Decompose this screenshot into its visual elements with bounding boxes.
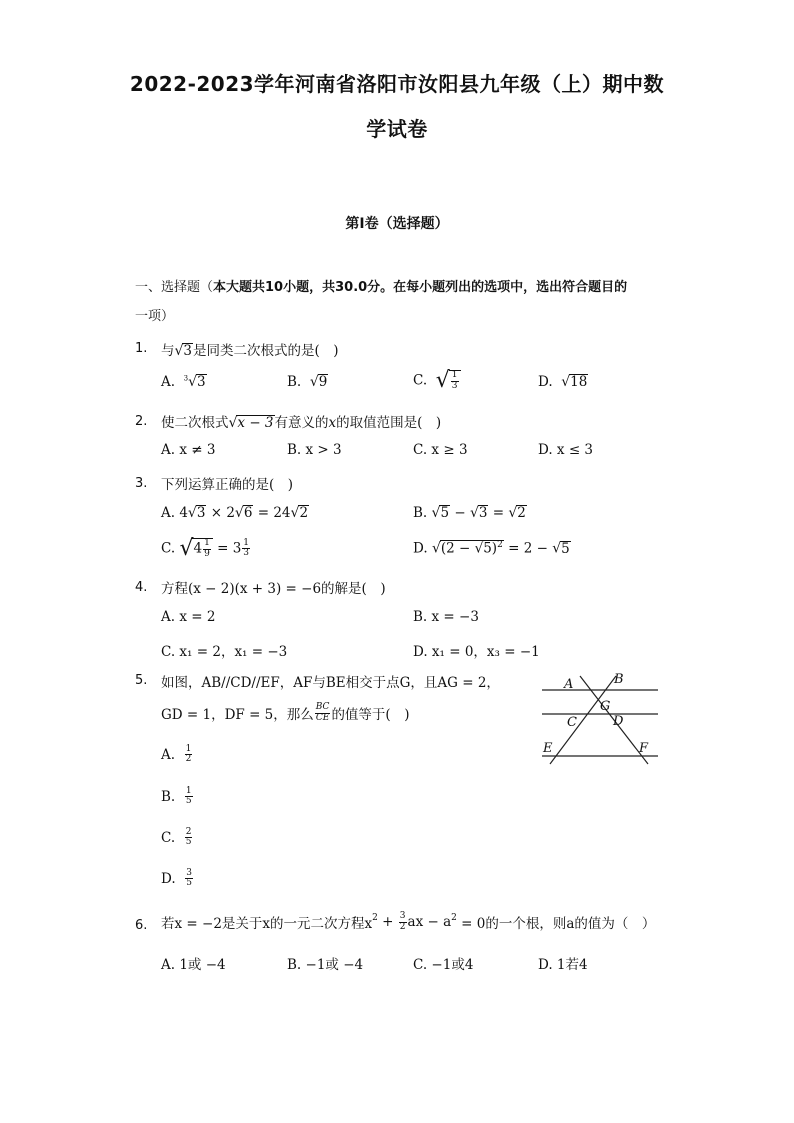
- q1-option-d: D. √18: [538, 374, 588, 390]
- q3-option-b: B. √5 − √3 = √2: [413, 505, 526, 521]
- q5-option-a: A. $\frac{1}{2}$: [161, 744, 192, 765]
- q1-option-b: B. √9: [287, 374, 328, 390]
- q2-number: 2.: [135, 414, 148, 429]
- q6-number: 6.: [135, 918, 148, 933]
- q5-stem-line1: 如图，AB//CD//EF，AF与BE相交于点G，且AG = 2，: [161, 675, 500, 691]
- q3-stem: 下列运算正确的是( ): [161, 477, 294, 493]
- q5-parallel-lines-figure: [536, 668, 666, 768]
- fig-label-b: B: [614, 672, 624, 687]
- q3-option-a: A. 4√3 × 2√6 = 24√2: [161, 505, 309, 521]
- q5-option-c: C. $\frac{2}{5}$: [161, 827, 192, 848]
- q2-option-a: A. x ≠ 3: [161, 442, 216, 458]
- q2-option-c: C. x ≥ 3: [413, 442, 468, 458]
- q6-option-d: D. 1若4: [538, 957, 588, 973]
- q1-number: 1.: [135, 341, 148, 356]
- section-heading-line2: 一项）: [135, 309, 175, 324]
- q3-option-d: D. $√(2 - √5)^2 = 2 - √5$: [413, 540, 570, 557]
- q2-option-d: D. x ≤ 3: [538, 442, 594, 458]
- q4-option-c: C. x₁ = 2，x₁ = −3: [161, 644, 288, 660]
- q4-option-b: B. x = −3: [413, 609, 479, 625]
- q2-option-b: B. x > 3: [287, 442, 342, 458]
- q5-option-d: D. $\frac{3}{5}$: [161, 868, 192, 889]
- q1-option-a: A. $^3$√3: [161, 374, 206, 390]
- q6-option-b: B. −1或 −4: [287, 957, 364, 973]
- q6-option-c: C. −1或4: [413, 957, 474, 973]
- q4-number: 4.: [135, 580, 148, 595]
- q5-option-b: B. $\frac{1}{5}$: [161, 786, 192, 807]
- fig-label-c: C: [567, 715, 577, 730]
- part-heading: 第Ⅰ卷（选择题）: [345, 216, 449, 232]
- q1-option-c: C. √ $\frac{1}{3}$: [413, 368, 461, 393]
- q5-number: 5.: [135, 673, 148, 688]
- fig-label-f: F: [639, 741, 649, 756]
- q4-option-a: A. x = 2: [161, 609, 216, 625]
- fig-label-a: A: [564, 677, 574, 692]
- section-heading: 一、选择题（本大题共10小题，共30.0分。在每小题列出的选项中，选出符合题目的: [135, 280, 628, 295]
- fig-label-e: E: [543, 741, 553, 756]
- exam-title-line2: 学试卷: [366, 117, 428, 141]
- q6-stem: 若x = −2是关于x的一元二次方程$x^2$ + $\frac{3}{2}$ ax − $a^2 = 0$的一个根，则a的值为（ ）: [161, 911, 656, 932]
- q6-option-a: A. 1或 −4: [161, 957, 226, 973]
- exam-title-line1: 2022-2023学年河南省洛阳市汝阳县九年级（上）期中数: [129, 72, 665, 96]
- q3-option-c: C. √4 $\frac{1}{9}$ = 3 $\frac{1}{3}$: [161, 536, 250, 561]
- q2-stem: 使二次根式√x − 3有意义的x的取值范围是( ): [161, 415, 442, 431]
- q1-stem: 与√3是同类二次根式的是( ): [161, 343, 339, 359]
- fig-label-d: D: [613, 714, 624, 729]
- q4-stem: 方程(x − 2)(x + 3) = −6的解是( ): [161, 581, 386, 597]
- fig-label-g: G: [600, 699, 611, 714]
- q5-stem-line2: GD = 1，DF = 5，那么 $\frac{BC}{CE}$ 的值等于( ): [161, 702, 410, 723]
- q4-option-d: D. x₁ = 0，x₃ = −1: [413, 644, 540, 660]
- line-be: [550, 676, 616, 764]
- q3-number: 3.: [135, 476, 148, 491]
